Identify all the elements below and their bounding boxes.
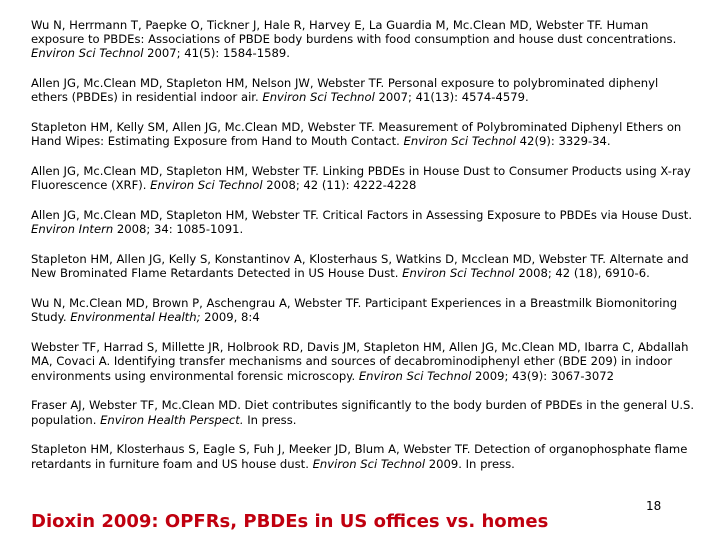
reference-item: Allen JG, Mc.Clean MD, Stapleton HM, Nelson JW, Webster TF. Personal exposure to polybrominated diphenyl ethers (PBDEs) in residential indoor air. Environ Sci Technol 2007; 41(13): 4574-4579.	[31, 76, 659, 105]
reference-item: Allen JG, Mc.Clean MD, Stapleton HM, Webster TF. Linking PBDEs in House Dust to Consumer Products using X-ray Fluorescence (XRF). Environ Sci Technol 2008; 42 (11): 4222-4228	[31, 164, 691, 193]
reference-item: Fraser AJ, Webster TF, Mc.Clean MD. Diet contributes significantly to the body burden of PBDEs in the general U.S. population. Environ Health Perspect. In press.	[31, 398, 695, 427]
reference-item: Webster TF, Harrad S, Millette JR, Holbrook RD, Davis JM, Stapleton HM, Allen JG, Mc.Clean MD, Ibarra C, Abdallah MA, Covaci A. Identifying transfer mechanisms and sources of decabrominodiphenyl ether (BDE 209) in indoor environments using environmental forensic microscopy. Environ Sci Technol 2009; 43(9): 3067-3072	[31, 340, 689, 383]
reference-list	[31, 18, 695, 486]
footer-title: Dioxin 2009: OPFRs, PBDEs in US offices vs. homes	[31, 511, 549, 532]
reference-item: Allen JG, Mc.Clean MD, Stapleton HM, Webster TF. Critical Factors in Assessing Exposure to PBDEs via House Dust. Environ Intern 2008; 34: 1085-1091.	[31, 208, 693, 237]
page-number: 18	[646, 499, 662, 513]
reference-item: Wu N, Herrmann T, Paepke O, Tickner J, Hale R, Harvey E, La Guardia M, Mc.Clean MD, Webster TF. Human exposure to PBDEs: Associations of PBDE body burdens with food consumption and house dust concentrations. Environ Sci Technol 2007; 41(5): 1584-1589.	[31, 18, 677, 61]
reference-item: Stapleton HM, Kelly SM, Allen JG, Mc.Clean MD, Webster TF. Measurement of Polybrominated Diphenyl Ethers on Hand Wipes: Estimating Exposure from Hand to Mouth Contact. Environ Sci Technol 42(9): 3329-34.	[31, 120, 682, 149]
reference-item: Stapleton HM, Allen JG, Kelly S, Konstantinov A, Klosterhaus S, Watkins D, Mcclean MD, Webster TF. Alternate and New Brominated Flame Retardants Detected in US House Dust. Environ Sci Technol 2008; 42 (18), 6910-6.	[31, 252, 689, 281]
reference-item: Wu N, Mc.Clean MD, Brown P, Aschengrau A, Webster TF. Participant Experiences in a Breastmilk Biomonitoring Study. Environmental Health; 2009, 8:4	[31, 296, 678, 325]
reference-item: Stapleton HM, Klosterhaus S, Eagle S, Fuh J, Meeker JD, Blum A, Webster TF. Detection of organophosphate flame retardants in furniture foam and US house dust. Environ Sci Technol 2009. In press.	[31, 442, 688, 471]
